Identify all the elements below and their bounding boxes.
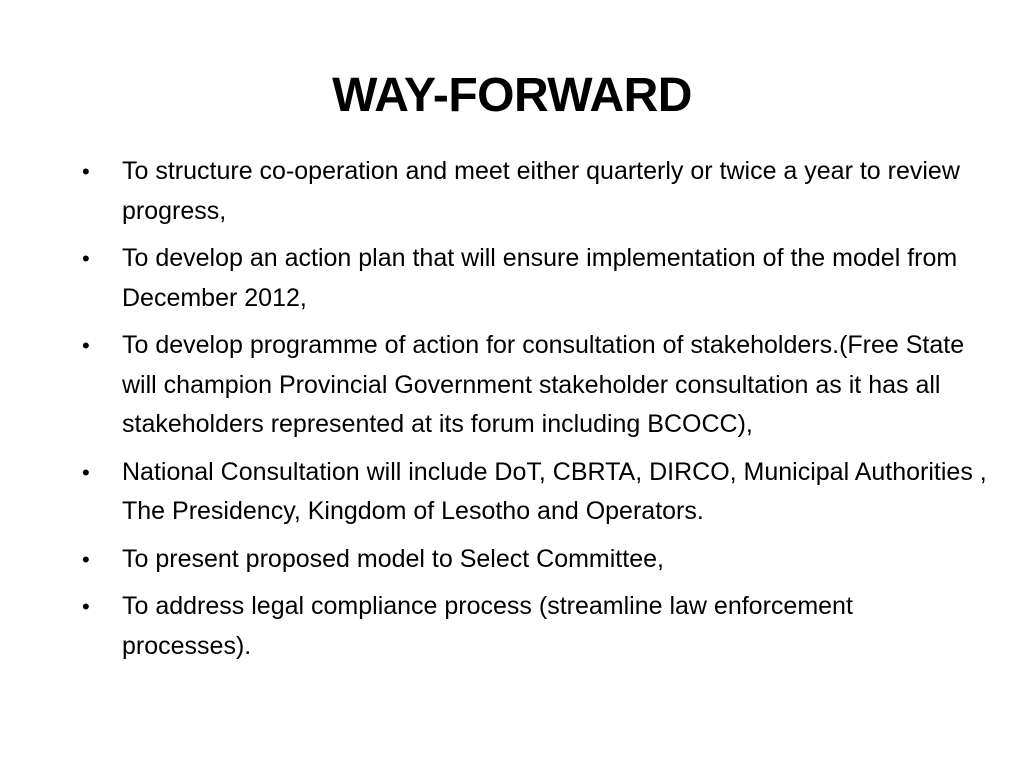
bullet-icon: • — [82, 333, 90, 358]
slide-title: WAY-FORWARD — [332, 69, 692, 122]
bullet-icon: • — [82, 459, 90, 485]
bullet-text: To present proposed model to Select Committee, — [122, 544, 664, 573]
bullet-icon: • — [82, 546, 90, 572]
bullet-text: National Consultation will include DoT, CBRTA, DIRCO, Municipal Authorities , The Presidency, Kingdom of Lesotho and Operators. — [122, 457, 987, 525]
bullet-text: To develop programme of action for consultation of stakeholders.(Free State will champion Provincial Government stakeholder consultation as it has all stakeholders represented at its forum including BCOCC), — [122, 331, 965, 438]
bullet-icon: • — [82, 159, 90, 184]
bullet-item — [82, 152, 987, 231]
bullet-text: To address legal compliance process (streamline law enforcement processes). — [122, 592, 853, 660]
bullet-item — [82, 239, 987, 318]
bullet-item — [82, 453, 987, 532]
bullet-icon: • — [82, 594, 90, 619]
bullet-item — [82, 587, 987, 666]
bullet-list — [82, 152, 987, 674]
bullet-item — [82, 540, 987, 580]
bullet-text: To develop an action plan that will ensure implementation of the model from December 2012, — [122, 244, 958, 312]
bullet-icon: • — [82, 246, 90, 271]
bullet-item — [82, 326, 987, 445]
bullet-text: To structure co-operation and meet either quarterly or twice a year to review progress, — [122, 157, 960, 225]
